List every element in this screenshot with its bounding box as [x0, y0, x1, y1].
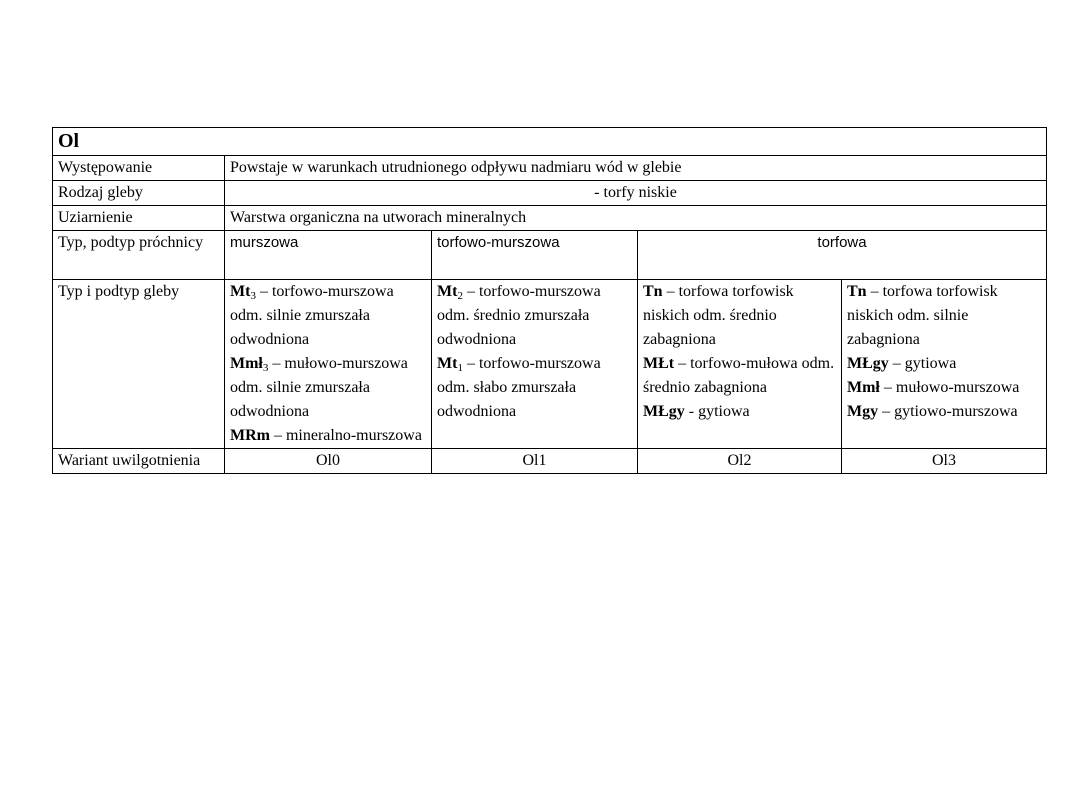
humus-torfowo-murszowa: torfowo-murszowa: [432, 231, 638, 280]
row-rodzaj-gleby: [53, 181, 1047, 206]
soil-type-description: – torfowo-murszowa odm. silnie zmurszała odwodniona: [230, 283, 394, 348]
soil-type-description: – torfowo-murszowa odm. średnio zmurszała odwodniona: [437, 283, 601, 348]
row-prochnica: [53, 231, 1047, 280]
soil-type-entry: [437, 352, 632, 424]
soil-type-code: MŁgy: [643, 403, 685, 420]
row-label: Uziarnienie: [53, 206, 225, 231]
variant-cell: Ol0: [225, 449, 432, 474]
variant-cell: Ol3: [842, 449, 1047, 474]
row-label: Typ i podtyp gleby: [53, 280, 225, 449]
soil-type-entry: [643, 352, 836, 400]
soil-type-code: MŁgy: [847, 355, 889, 372]
row-wystepowanie: [53, 156, 1047, 181]
soil-type-description: – gytiowa: [888, 355, 957, 372]
row-label: Rodzaj gleby: [53, 181, 225, 206]
soil-types-cell: [432, 280, 638, 449]
soil-type-code: Mgy: [847, 403, 879, 420]
row-label: Typ, podtyp próchnicy: [53, 231, 225, 280]
soil-type-subscript: 3: [250, 290, 256, 302]
soil-types-cell: [842, 280, 1047, 449]
row-wariant: [53, 449, 1047, 474]
soil-type-entry: [847, 280, 1041, 352]
soil-table: [52, 127, 1047, 474]
soil-type-entry: [230, 352, 426, 424]
soil-type-description: – torfowo-murszowa odm. słabo zmurszała odwodniona: [437, 355, 601, 420]
soil-type-code: Tn: [847, 283, 867, 300]
soil-type-entry: [643, 280, 836, 352]
soil-type-code: Mt: [437, 283, 458, 300]
soil-type-entry: [437, 280, 632, 352]
row-value: Powstaje w warunkach utrudnionego odpływu nadmiaru wód w glebie: [225, 156, 1047, 181]
soil-type-subscript: 3: [262, 362, 269, 374]
soil-type-description: – mineralno-murszowa: [269, 427, 422, 444]
soil-type-code: Mmł: [847, 379, 880, 396]
soil-type-entry: [847, 400, 1041, 424]
soil-type-description: – mułowo-murszowa: [879, 379, 1020, 396]
soil-type-description: – torfowo-mułowa odm. średnio zabagniona: [643, 355, 835, 396]
soil-type-entry: [847, 352, 1041, 376]
soil-type-entry: [643, 400, 836, 424]
soil-type-description: – mułowo-murszowa odm. silnie zmurszała odwodniona: [230, 355, 408, 420]
soil-type-description: – gytiowo-murszowa: [878, 403, 1018, 420]
row-typ-gleby: [53, 280, 1047, 449]
table-title: Ol: [53, 128, 1047, 156]
soil-type-entry: [847, 376, 1041, 400]
variant-cell: Ol2: [638, 449, 842, 474]
row-label: Występowanie: [53, 156, 225, 181]
soil-types-cell: [638, 280, 842, 449]
soil-type-entry: [230, 280, 426, 352]
row-value: - torfy niskie: [225, 181, 1047, 206]
soil-type-code: Tn: [643, 283, 663, 300]
soil-type-code: MRm: [230, 427, 270, 444]
title-row: [53, 128, 1047, 156]
soil-type-code: Mt: [230, 283, 251, 300]
soil-type-code: Mt: [437, 355, 458, 372]
soil-type-code: MŁt: [643, 355, 675, 372]
soil-type-subscript: 1: [457, 362, 463, 374]
soil-type-subscript: 2: [457, 290, 463, 302]
soil-type-description: – torfowa torfowisk niskich odm. średnio zabagniona: [643, 283, 794, 348]
row-label: Wariant uwilgotnienia: [53, 449, 225, 474]
humus-murszowa: murszowa: [225, 231, 432, 280]
soil-type-entry: [230, 424, 426, 448]
soil-types-cell: [225, 280, 432, 449]
variant-cell: Ol1: [432, 449, 638, 474]
soil-type-description: - gytiowa: [684, 403, 750, 420]
soil-type-code: Mmł: [230, 355, 263, 372]
soil-type-description: – torfowa torfowisk niskich odm. silnie zabagniona: [847, 283, 998, 348]
row-uziarnienie: [53, 206, 1047, 231]
humus-torfowa: torfowa: [638, 231, 1047, 280]
row-value: Warstwa organiczna na utworach mineralnych: [225, 206, 1047, 231]
